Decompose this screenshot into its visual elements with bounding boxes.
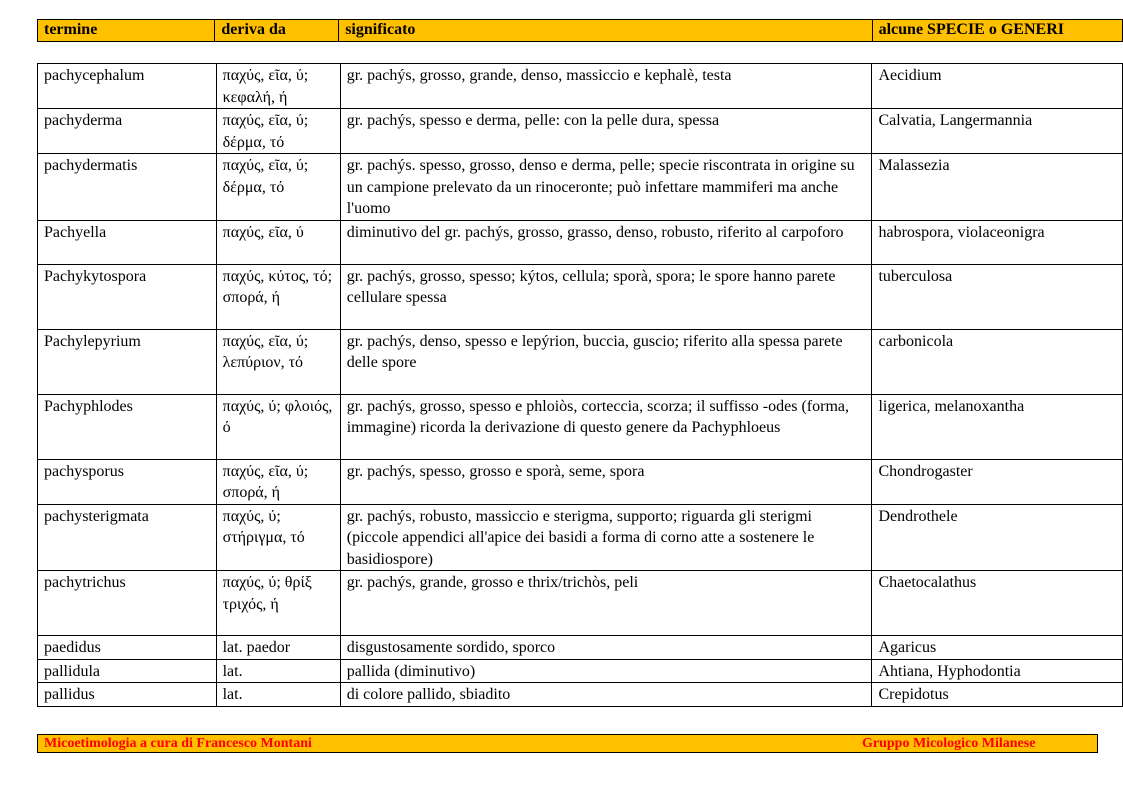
header-termine: termine — [38, 20, 215, 42]
cell-significato: gr. pachýs, spesso, grosso e sporà, seme, spora — [340, 459, 872, 504]
cell-deriva: παχύς, εῖα, ύ; λεπύριον, τό — [216, 329, 340, 394]
cell-significato: di colore pallido, sbiadito — [340, 683, 872, 707]
cell-significato: disgustosamente sordido, sporco — [340, 636, 872, 660]
cell-termine: pachycephalum — [38, 64, 217, 109]
cell-termine: paedidus — [38, 636, 217, 660]
cell-deriva: παχύς, ύ; φλοιός, ό — [216, 394, 340, 459]
cell-deriva: lat. — [216, 659, 340, 683]
cell-deriva: παχύς, ύ; στήριγμα, τό — [216, 504, 340, 571]
cell-termine: pachytrichus — [38, 571, 217, 636]
table-row — [38, 109, 1123, 154]
cell-specie: Ahtiana, Hyphodontia — [872, 659, 1123, 683]
cell-significato: gr. pachýs, grosso, spesso; kýtos, cellula; sporà, spora; le spore hanno parete cellulare spessa — [340, 264, 872, 329]
header-deriva-da: deriva da — [215, 20, 339, 42]
cell-specie: Chaetocalathus — [872, 571, 1123, 636]
cell-deriva: lat. paedor — [216, 636, 340, 660]
table-row — [38, 504, 1123, 571]
cell-termine: Pachylepyrium — [38, 329, 217, 394]
cell-termine: pallidus — [38, 683, 217, 707]
cell-termine: Pachyella — [38, 220, 217, 264]
cell-deriva: παχύς, εῖα, ύ; κεφαλή, ή — [216, 64, 340, 109]
footer-author: Micoetimologia a cura di Francesco Montani — [44, 736, 312, 751]
cell-termine: pachysporus — [38, 459, 217, 504]
table-row — [38, 264, 1123, 329]
cell-specie: Calvatia, Langermannia — [872, 109, 1123, 154]
cell-termine: pallidula — [38, 659, 217, 683]
footer-bar — [37, 734, 1098, 753]
cell-significato: gr. pachýs, grosso, spesso e phloiòs, corteccia, scorza; il suffisso -odes (forma, immagine) ricorda la derivazione di questo genere da Pachyphloeus — [340, 394, 872, 459]
table-row — [38, 571, 1123, 636]
cell-specie: tuberculosa — [872, 264, 1123, 329]
cell-termine: pachysterigmata — [38, 504, 217, 571]
cell-specie: Agaricus — [872, 636, 1123, 660]
cell-deriva: παχύς, εῖα, ύ — [216, 220, 340, 264]
cell-termine: Pachyphlodes — [38, 394, 217, 459]
cell-specie: ligerica, melanoxantha — [872, 394, 1123, 459]
cell-deriva: lat. — [216, 683, 340, 707]
table-row — [38, 659, 1123, 683]
cell-termine: pachydermatis — [38, 154, 217, 221]
cell-specie: Dendrothele — [872, 504, 1123, 571]
header-specie-generi: alcune SPECIE o GENERI — [872, 20, 1122, 42]
cell-significato: gr. pachýs, grande, grosso e thrix/trichòs, peli — [340, 571, 872, 636]
cell-deriva: παχύς, εῖα, ύ; δέρμα, τό — [216, 154, 340, 221]
cell-significato: gr. pachýs, robusto, massiccio e sterigma, supporto; riguarda gli sterigmi (piccole appendici all'apice dei basidi a forma di corno atte a sostenere le basidiospore) — [340, 504, 872, 571]
header-table — [37, 19, 1123, 42]
etymology-table — [37, 63, 1123, 707]
cell-termine: pachyderma — [38, 109, 217, 154]
header-row — [38, 20, 1123, 42]
table-row — [38, 329, 1123, 394]
cell-specie: Malassezia — [872, 154, 1123, 221]
cell-significato: gr. pachýs, spesso e derma, pelle: con la pelle dura, spessa — [340, 109, 872, 154]
cell-specie: Crepidotus — [872, 683, 1123, 707]
table-row — [38, 154, 1123, 221]
cell-significato: gr. pachýs, grosso, grande, denso, massiccio e kephalè, testa — [340, 64, 872, 109]
table-row — [38, 683, 1123, 707]
cell-deriva: παχύς, κύτος, τό; σπορά, ή — [216, 264, 340, 329]
cell-deriva: παχύς, ύ; θρίξ τριχός, ή — [216, 571, 340, 636]
table-row — [38, 220, 1123, 264]
header-significato: significato — [339, 20, 872, 42]
cell-specie: habrospora, violaceonigra — [872, 220, 1123, 264]
cell-specie: Chondrogaster — [872, 459, 1123, 504]
table-row — [38, 394, 1123, 459]
table-row — [38, 459, 1123, 504]
cell-deriva: παχύς, εῖα, ύ; σπορά, ή — [216, 459, 340, 504]
cell-significato: diminutivo del gr. pachýs, grosso, grasso, denso, robusto, riferito al carpoforo — [340, 220, 872, 264]
cell-significato: gr. pachýs. spesso, grosso, denso e derma, pelle; specie riscontrata in origine su un campione prelevato da un rinoceronte; può infettare mammiferi ma anche l'uomo — [340, 154, 872, 221]
table-row — [38, 636, 1123, 660]
footer-organization: Gruppo Micologico Milanese — [862, 736, 1036, 751]
cell-termine: Pachykytospora — [38, 264, 217, 329]
cell-significato: pallida (diminutivo) — [340, 659, 872, 683]
cell-specie: carbonicola — [872, 329, 1123, 394]
cell-significato: gr. pachýs, denso, spesso e lepýrion, buccia, guscio; riferito alla spessa parete delle spore — [340, 329, 872, 394]
table-row — [38, 64, 1123, 109]
cell-deriva: παχύς, εῖα, ύ; δέρμα, τό — [216, 109, 340, 154]
cell-specie: Aecidium — [872, 64, 1123, 109]
